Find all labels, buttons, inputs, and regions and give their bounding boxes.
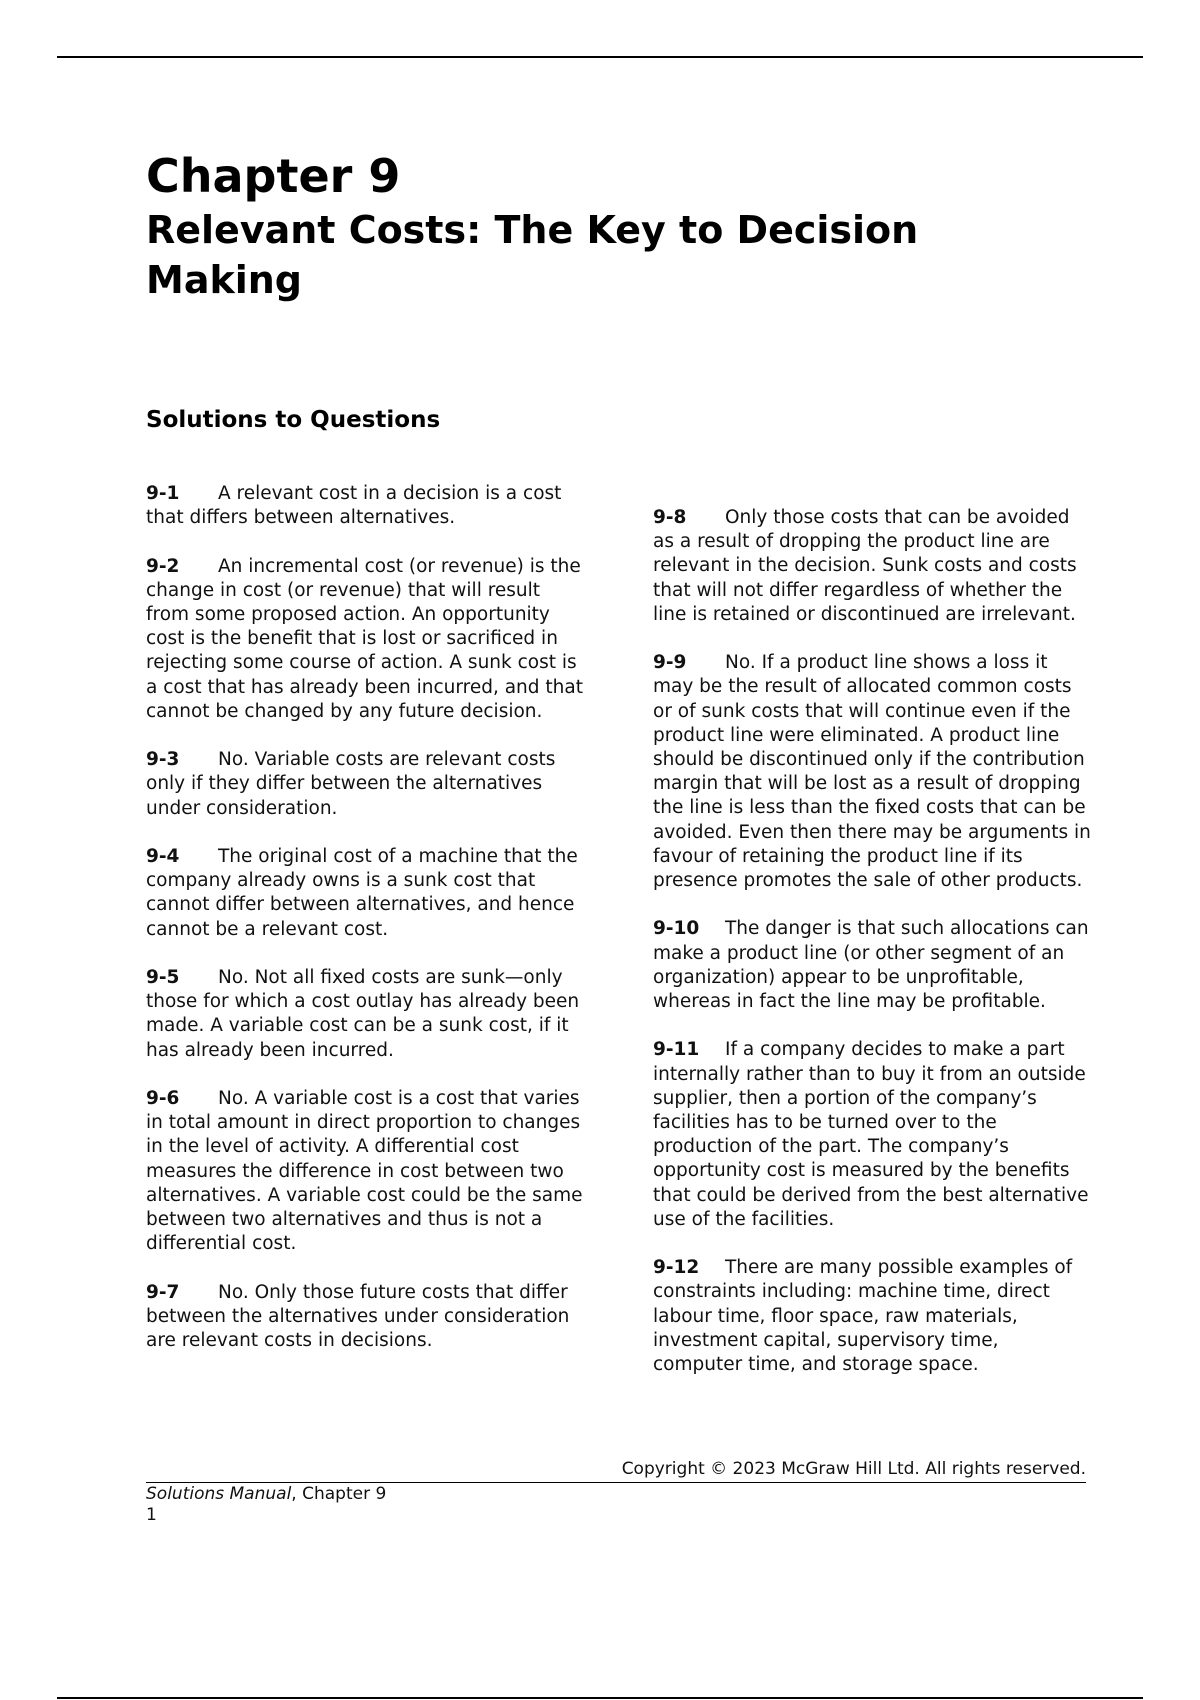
question-number: 9-4: [146, 846, 180, 867]
question-answer: No. Only those future costs that differ between the alternatives under consideration are relevant costs in decisions.: [146, 1281, 570, 1352]
question-answer: A relevant cost in a decision is a cost that differs between alternatives.: [146, 483, 562, 529]
top-rule: [57, 56, 1143, 58]
question-answer: An incremental cost (or revenue) is the change in cost (or revenue) that will result from some proposed action. An opportunity cost is the benefit that is lost or sacrificed in rejecting some course of action. A sunk cost is a cost that has already been incurred, and that cannot be changed by any future decision.: [146, 555, 583, 722]
question-answer: There are many possible examples of constraints including: machine time, direct labour time, floor space, raw materials, investment capital, supervisory time, computer time, and storage space.: [653, 1257, 1073, 1376]
question-number: 9-9: [653, 652, 687, 674]
question-item: [146, 482, 586, 530]
question-number: 9-12: [653, 1257, 700, 1279]
question-answer: No. A variable cost is a cost that varies in total amount in direct proportion to changes in the level of activity. A differential cost measures the difference in cost between two alternatives. A variable cost could be the same between two alternatives and thus is not a differential cost.: [146, 1088, 583, 1255]
page-number: 1: [146, 1505, 157, 1525]
question-number: 9-3: [146, 749, 180, 771]
question-number: 9-11: [653, 1039, 700, 1061]
questions-left-column: [146, 482, 586, 1377]
question-number: 9-8: [653, 507, 687, 528]
question-answer: Only those costs that can be avoided as a result of dropping the product line are relevant in the decision. Sunk costs and costs that will not differ regardless of whether the line is retained or discontinued are irrelevant.: [653, 507, 1077, 625]
question-answer: No. Variable costs are relevant costs only if they differ between the alternatives under consideration.: [146, 749, 556, 819]
question-item: [146, 555, 586, 724]
question-item: [146, 1087, 586, 1256]
chapter-title: Relevant Costs: The Key to Decision Making: [146, 208, 919, 302]
question-answer: If a company decides to make a part internally rather than to buy it from an outside supplier, then a portion of the company’s facilities has to be turned over to the production of the part. The company’s opportunity cost is measured by the benefits that could be derived from the best alternative use of the facilities.: [653, 1039, 1089, 1230]
question-answer: No. If a product line shows a loss it may be the result of allocated common costs or of sunk costs that will continue even if the product line were eliminated. A product line should be discontinued only if the contribution margin that will be lost as a result of dropping the line is less than the fixed costs that can be avoided. Even then there may be arguments in favour of retaining the product line if its presence promotes the sale of other products.: [653, 652, 1091, 892]
question-number: 9-1: [146, 483, 180, 504]
question-item: [146, 845, 586, 942]
manual-title: Solutions Manual: [146, 1484, 292, 1504]
bottom-rule: [57, 1697, 1143, 1699]
question-item: [146, 1281, 586, 1354]
section-heading: Solutions to Questions: [146, 407, 441, 433]
question-answer: The original cost of a machine that the company already owns is a sunk cost that cannot differ between alternatives, and hence cannot be a relevant cost.: [146, 846, 578, 940]
footer-manual-label: [146, 1483, 386, 1505]
chapter-number: Chapter 9: [146, 149, 401, 203]
question-number: 9-2: [146, 555, 180, 577]
question-number: 9-5: [146, 967, 180, 988]
question-item: [653, 1038, 1093, 1232]
question-number: 9-6: [146, 1088, 180, 1109]
question-item: [146, 966, 586, 1063]
question-item: [653, 1256, 1093, 1377]
manual-chapter: , Chapter 9: [291, 1484, 387, 1504]
question-number: 9-7: [146, 1281, 180, 1303]
question-item: [146, 748, 586, 821]
question-answer: The danger is that such allocations can make a product line (or other segment of an organization) appear to be unprofitable, whereas in fact the line may be profitable.: [653, 918, 1089, 1013]
copyright-notice: Copyright © 2023 McGraw Hill Ltd. All rights reserved.: [621, 1459, 1086, 1479]
questions-right-column: [653, 506, 1093, 1401]
question-number: 9-10: [653, 918, 700, 940]
question-item: [653, 917, 1093, 1014]
question-item: [653, 506, 1093, 627]
question-answer: No. Not all fixed costs are sunk—only those for which a cost outlay has already been made. A variable cost can be a sunk cost, if it has already been incurred.: [146, 967, 580, 1061]
question-item: [653, 651, 1093, 893]
